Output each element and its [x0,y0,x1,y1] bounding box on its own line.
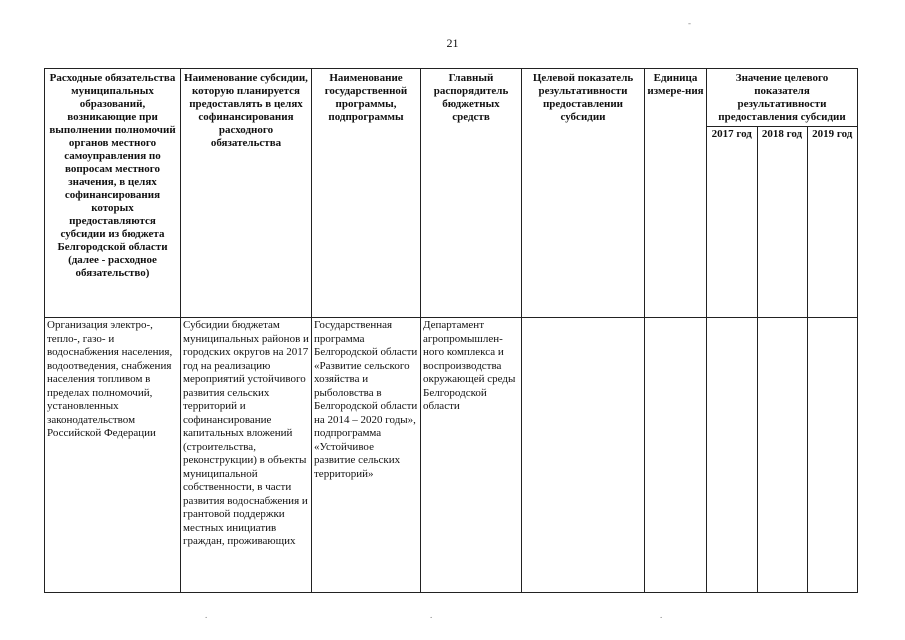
cell-unit [645,318,707,593]
header-target-values [707,69,858,318]
scan-mark: - [688,18,691,28]
years-subheader [707,126,857,317]
subsidy-table [44,68,858,593]
header-unit: Единица измере-ния [645,69,707,318]
table-row [45,318,858,593]
cell-value-2018 [757,318,807,592]
cell-value-2019 [807,318,857,592]
header-year-2019: 2019 год [807,127,857,318]
cell-subsidy: Субсидии бюджетам муниципальных районов и городских округов на 2017 год на реализацию мероприятий устойчивого развития сельских территорий и софинансирование капитальных вложений (строительства, реконструкции) в объекты муниципальной собственности, в части развития водоснабжения и грантовой поддержки местных инициатив граждан, проживающих [181,318,312,593]
page-number: 21 [446,36,459,50]
cell-indicator [522,318,645,593]
scan-dot: . [660,610,663,620]
header-main-distributor: Главный распорядитель бюджетных средств [421,69,522,318]
cell-program: Государственная программа Белгородской области «Развитие сельского хозяйства и рыболовства в Белгородской области на 2014 – 2020 годы», подпрограмма «Устойчивое развитие сельских территорий» [312,318,421,593]
header-obligations: Расходные обязательства муниципальных образований, возникающие при выполнении полномочий органов местного самоуправления по вопросам местного значения, в целях софинансирования которых предоставляются субсидии из бюджета Белгородской области (далее - расходное обязательство) [45,69,181,318]
values-subcells [707,318,857,592]
cell-values [707,318,858,593]
header-target-indicator: Целевой показатель результативности предоставлении субсидии [522,69,645,318]
cell-value-2017 [707,318,757,592]
header-program-name: Наименование государственной программы, подпрограммы [312,69,421,318]
header-values-title: Значение целевого показателя результативности предоставления субсидии [718,72,846,123]
cell-obligation: Организация электро-, тепло-, газо- и водоснабжения населения, водоотведения, снабжения населения топливом в пределах полномочий, установленных законодательством Российской Федерации [45,318,181,593]
header-year-2018: 2018 год [757,127,807,318]
header-year-2017: 2017 год [707,127,757,318]
cell-distributor: Департамент агропромышлен-ного комплекса и воспроизводства окружающей среды Белгородской области [421,318,522,593]
scan-dot: . [430,610,433,620]
header-subsidy-name: Наименование субсидии, которую планируется предоставлять в целях софинансирования расходного обязательства [181,69,312,318]
scan-dot: . [205,610,208,620]
table-header-row [45,69,858,318]
